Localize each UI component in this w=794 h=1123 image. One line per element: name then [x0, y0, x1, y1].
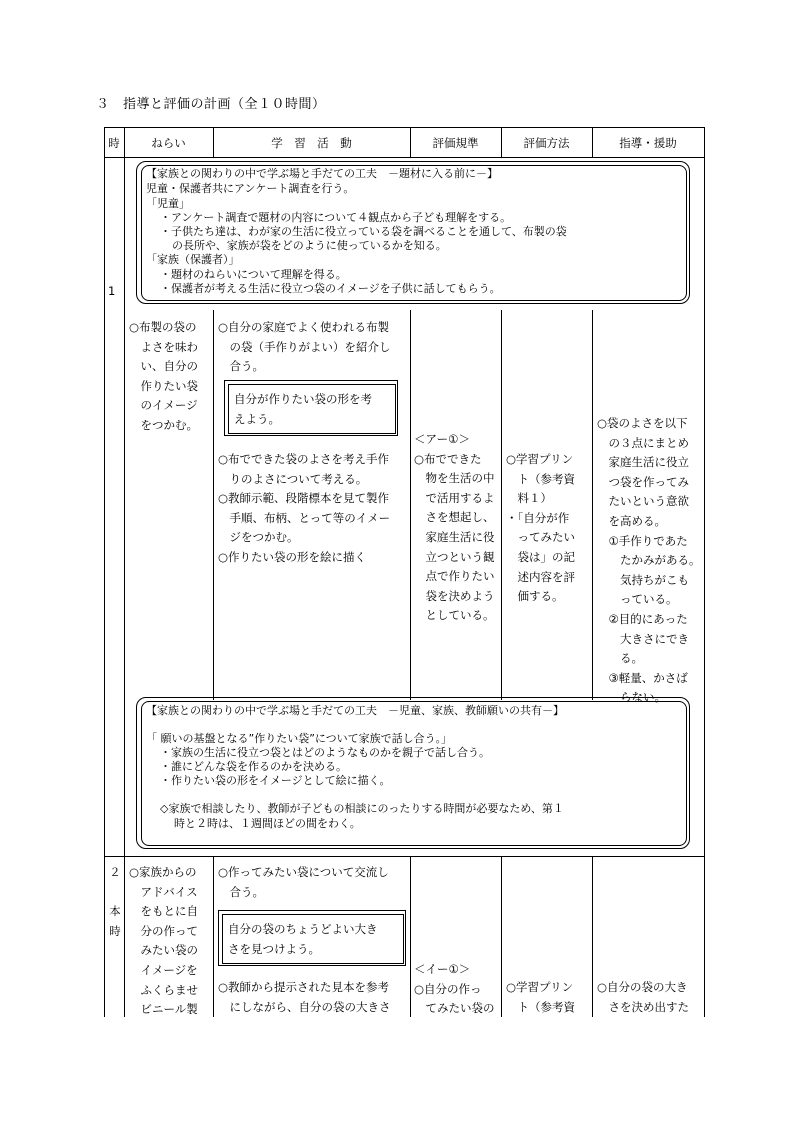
header-activity: 学 習 活 動: [271, 136, 352, 150]
header-aim: ねらい: [151, 136, 186, 150]
period-1-activity-top: ○自分の家庭でよく使われる布製 の袋（手作りがよい）を紹介し 合う。: [218, 320, 391, 374]
col-border-left: [104, 127, 105, 1017]
period-2-criteria: ＜イー①＞ ○自分の作っ てみたい袋の: [414, 962, 495, 1016]
period-2-activity-bottom: ○教師から提示された見本を参考 にしながら、自分の袋の大きさ: [218, 980, 391, 1014]
header-time: 時: [108, 136, 120, 150]
period-2-number: ２ 本 時: [109, 865, 121, 938]
col-border-right: [704, 127, 705, 1017]
period-1-activity-bottom: ○布でできた袋のよさを考え手作 りのよさについて考える。 ○教師示範、段階標本を見て製作 手順、布柄、とって等のイメー ジをつかむ。 ○作りたい袋の形を絵に描く: [218, 452, 391, 564]
period-1-aim: ○布製の袋の よさを味わ い、自分の 作りたい袋 のイメージ をつかむ。: [129, 320, 198, 432]
section-heading: ３ 指導と評価の計画（全１０時間）: [96, 97, 326, 112]
period-1-guidance: ○袋のよさを以下 の３点にまとめ 家庭生活に役立 つ袋を作ってみ たいという意欲 を高める。 ①手作りであた たかみがある。 気持ちがこも っている。 ②目的にあった 大きさにでき る。 ③軽量、かさば らない。: [597, 416, 701, 705]
header-method: 評価方法: [523, 136, 570, 150]
header-guidance: 指導・援助: [619, 136, 677, 150]
period-2-guidance: ○自分の袋の大き さを決め出すた: [597, 980, 689, 1014]
period-divider: [104, 856, 704, 857]
col-border-time: [124, 157, 125, 1017]
period-2-method: ○学習プリン ト（参考資: [506, 980, 575, 1014]
header-criteria: 評価規準: [432, 136, 479, 150]
period-1-criteria: ＜アー①＞ ○布でできた 物を生活の中 で活用するよ さを想起し、 家庭生活に役 立つという観 点で作りたい 袋を決めよう としている。: [414, 432, 495, 623]
period-2-aim: ○家族からの アドバイス をもとに自 分の作って みたい袋の イメージを ふくらませ ビニール製: [129, 865, 198, 1017]
period-1-number: 1: [108, 284, 116, 298]
period-2-task-text: 自分の袋のちょうどよい大き さを見つけよう。: [228, 922, 378, 956]
period-1-task-text: 自分が作りたい袋の形を考 えよう。: [234, 392, 372, 426]
period-1-method: ○学習プリン ト（参考資 料１） ・「自分が作 ってみたい 袋は」の記 述内容を評 価する。: [506, 452, 575, 604]
period-2-activity-top: ○作ってみたい袋について交流し 合う。: [218, 865, 389, 899]
